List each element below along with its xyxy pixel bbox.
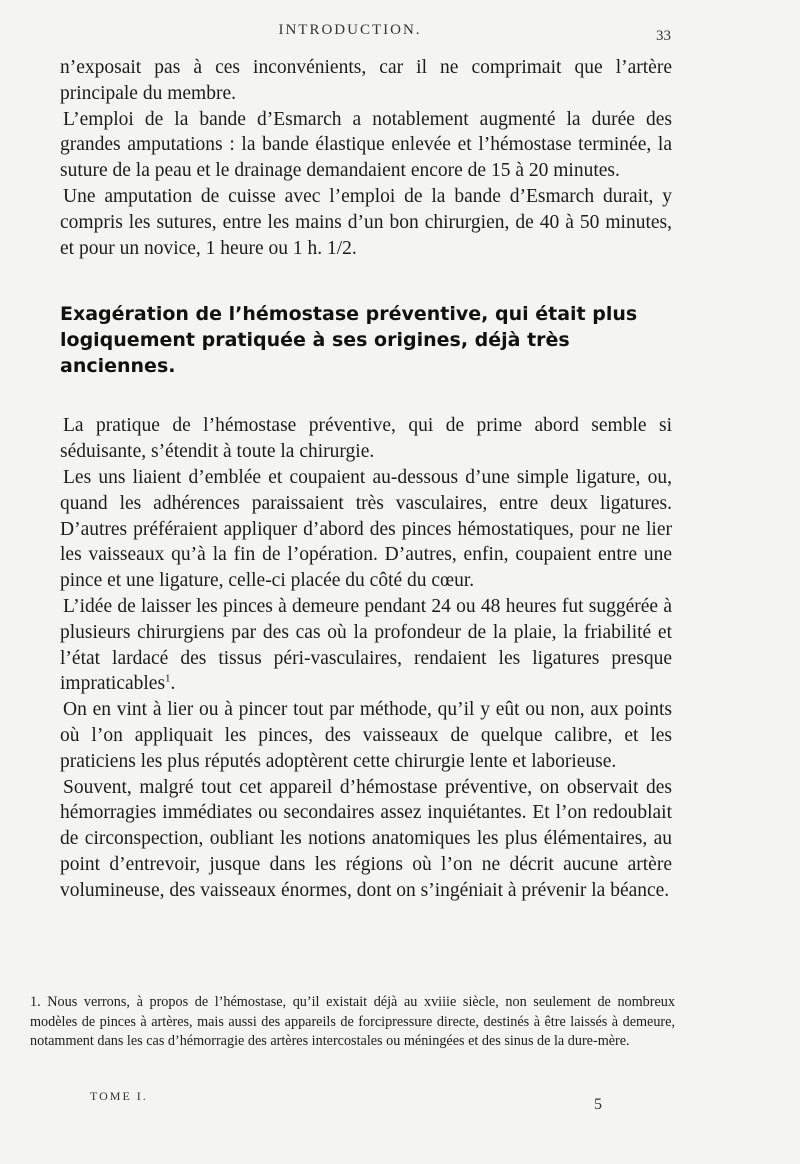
footnote: 1. Nous verrons, à propos de l’hémostase, qu’il existait déjà au xviiie siècle, non seulement de nombreux modèles de pinces à artères, mais aussi des appareils de forcipressure directe, destinés à être laissés à demeure, notamment dans les cas d’hémorragie des artères intercostales ou méningées et des sinus de la dure-mère.: [30, 994, 675, 1049]
running-title: INTRODUCTION.: [278, 22, 422, 38]
body-text: [60, 55, 672, 904]
paragraph-hemorrhages: Souvent, malgré tout cet appareil d’hémostase préventive, on observait des hémorragies immédiates ou secondaires assez inquiétantes. Et l’on redoublait de circonspection, oubliant les notions anatomiques les plus élémentaires, au point d’entrevoir, jusque dans les régions où l’on ne décrit aucune artère volumineuse, des vaisseaux énormes, dont on s’ingéniait à prévenir la béance.: [60, 776, 672, 901]
footnote-reference[interactable]: 1: [165, 672, 171, 685]
footnote-ref-period: .: [170, 673, 176, 695]
running-head: [0, 22, 800, 46]
paragraph-esmarch-duration: L’emploi de la bande d’Esmarch a notablement augmenté la durée des grandes amputations : la bande élastique enlevée et l’hémostase terminée, la suture de la peau et le drainage demandaient encore de 15 à 20 minutes.: [60, 108, 672, 182]
paragraph-continuation: n’exposait pas à ces inconvénients, car il ne comprimait que l’artère principale du membre.: [60, 57, 672, 104]
page-number: 33: [656, 28, 671, 44]
section-heading: Exagération de l’hémostase préventive, qui était plus logiquement pratiquée à ses origines, déjà très anciennes.: [60, 303, 638, 378]
paragraph-pinces-demeure: [60, 594, 672, 697]
paragraph-practice: La pratique de l’hémostase préventive, qui de prime abord semble si séduisante, s’étendit à toute la chirurgie.: [60, 415, 672, 463]
volume-signature: TOME I.: [90, 1089, 148, 1103]
paragraph-ligatures: Les uns liaient d’emblée et coupaient au-dessous d’une simple ligature, ou, quand les adhérences paraissaient très vasculaires, entre deux ligatures. D’autres préféraient appliquer d’abord des pinces hémostatiques, pour ne lier les vaisseaux qu’à la fin de l’opération. D’autres, enfin, coupaient entre une pince et une ligature, celle-ci placée du côté du cœur.: [60, 466, 672, 592]
sheet-number: 5: [594, 1096, 602, 1113]
paragraph-method: On en vint à lier ou à pincer tout par méthode, qu’il y eût ou non, aux points où l’on appliquait les pinces, des vaisseaux de quelque calibre, et les praticiens les plus réputés adoptèrent cette chirurgie lente et laborieuse.: [60, 699, 672, 772]
paragraph-pinces-text: L’idée de laisser les pinces à demeure pendant 24 ou 48 heures fut suggérée à plusieurs chirurgiens par des cas où la profondeur de la plaie, la friabilité et l’état lardacé des tissus péri-vasculaires, rendaient les ligatures presque impraticables: [60, 595, 672, 695]
paragraph-thigh-amputation: Une amputation de cuisse avec l’emploi de la bande d’Esmarch durait, y compris les sutures, entre les mains d’un bon chirurgien, de 40 à 50 minutes, et pour un novice, 1 heure ou 1 h. 1/2.: [60, 185, 672, 259]
